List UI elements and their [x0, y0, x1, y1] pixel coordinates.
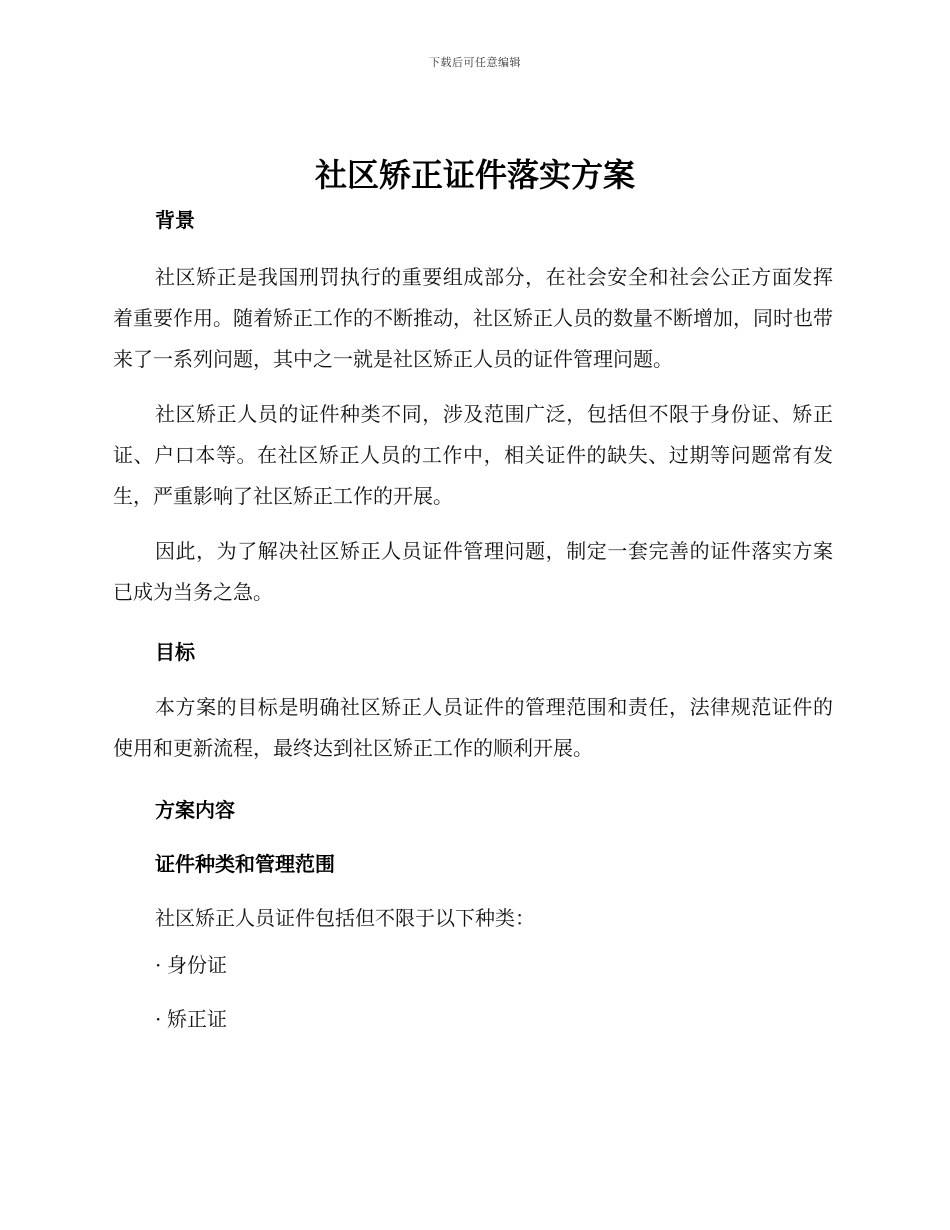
paragraph-background-2: 社区矫正人员的证件种类不同，涉及范围广泛，包括但不限于身份证、矫正证、户口本等。在社区矫正人员的工作中，相关证件的缺失、过期等问题常有发生，严重影响了社区矫正工作的开展。	[113, 402, 833, 508]
list-item	[113, 1002, 833, 1036]
subsection-heading-documents: 证件种类和管理范围	[155, 852, 335, 876]
paragraph-plan-1: 社区矫正人员证件包括但不限于以下种类：	[155, 906, 535, 930]
header-note: 下载后可任意编辑	[429, 56, 521, 69]
paragraph-background-1: 社区矫正是我国刑罚执行的重要组成部分，在社会安全和社会公正方面发挥着重要作用。随着矫正工作的不断推动，社区矫正人员的数量不断增加，同时也带来了一系列问题，其中之一就是社区矫正人员的证件管理问题。	[113, 265, 833, 371]
section-heading-plan: 方案内容	[155, 798, 235, 822]
document-body	[113, 203, 833, 1036]
document-title: 社区矫正证件落实方案	[314, 156, 635, 194]
bullet-marker: ·	[155, 953, 162, 977]
list-item	[113, 948, 833, 982]
list-item-id-card: 身份证	[167, 953, 227, 977]
section-heading-goal: 目标	[155, 640, 195, 664]
list-item-correction-card: 矫正证	[167, 1007, 227, 1031]
paragraph-goal-1: 本方案的目标是明确社区矫正人员证件的管理范围和责任，法律规范证件的使用和更新流程，最终达到社区矫正工作的顺利开展。	[113, 695, 833, 760]
paragraph-background-3: 因此，为了解决社区矫正人员证件管理问题，制定一套完善的证件落实方案已成为当务之急。	[113, 539, 833, 604]
section-heading-background: 背景	[155, 208, 195, 232]
bullet-marker: ·	[155, 1007, 162, 1031]
